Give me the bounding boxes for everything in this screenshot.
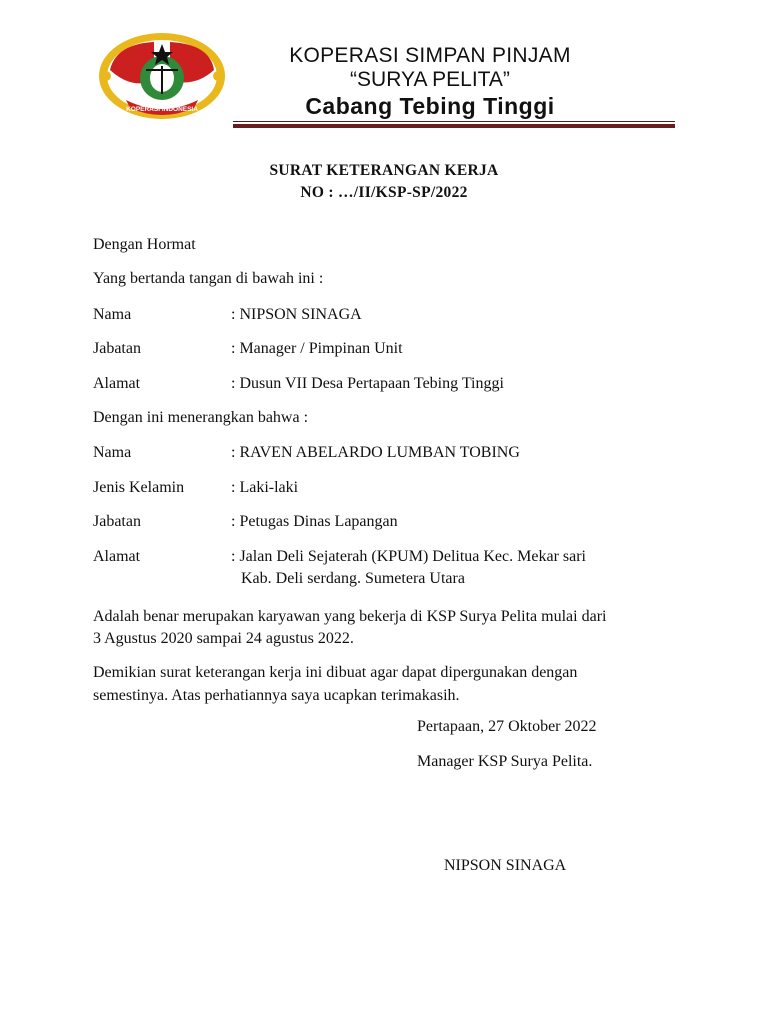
subject-address-value-line2: Kab. Deli serdang. Sumetera Utara <box>241 570 465 587</box>
header-rule-thick <box>233 124 675 128</box>
svg-text:KOPERASI INDONESIA: KOPERASI INDONESIA <box>126 106 198 113</box>
subject-address-value: : Jalan Deli Sejaterah (KPUM) Delitua Kec. Mekar sari <box>231 548 586 565</box>
document-number: NO : …/II/KSP-SP/2022 <box>300 184 468 201</box>
org-name-line1: KOPERASI SIMPAN PINJAM <box>289 44 571 67</box>
subject-name-value: : RAVEN ABELARDO LUMBAN TOBING <box>231 444 520 461</box>
place-date: Pertapaan, 27 Oktober 2022 <box>417 718 597 735</box>
intro-subject: Dengan ini menerangkan bahwa : <box>93 409 309 426</box>
signer-position-value: : Manager / Pimpinan Unit <box>231 340 403 357</box>
signer-name-label: Nama <box>93 306 132 323</box>
signer-title: Manager KSP Surya Pelita. <box>417 753 593 770</box>
header-rule-thin <box>233 121 675 122</box>
signer-position-label: Jabatan <box>93 340 141 357</box>
signer-signature-name: NIPSON SINAGA <box>444 857 567 874</box>
subject-gender-label: Jenis Kelamin <box>93 479 185 496</box>
document-title: SURAT KETERANGAN KERJA <box>269 162 499 179</box>
subject-gender-value: : Laki-laki <box>231 479 299 496</box>
closing-line1: Demikian surat keterangan kerja ini dibuat agar dapat dipergunakan dengan <box>93 664 578 681</box>
koperasi-logo <box>96 30 228 120</box>
subject-position-label: Jabatan <box>93 513 141 530</box>
subject-name-label: Nama <box>93 444 132 461</box>
org-branch: Cabang Tebing Tinggi <box>305 93 555 119</box>
intro-signer: Yang bertanda tangan di bawah ini : <box>93 270 324 287</box>
signer-address-label: Alamat <box>93 375 141 392</box>
closing-line2: semestinya. Atas perhatiannya saya ucapkan terimakasih. <box>93 687 460 704</box>
greeting: Dengan Hormat <box>93 236 196 253</box>
org-name-line2: “SURYA PELITA” <box>350 68 510 91</box>
subject-address-label: Alamat <box>93 548 141 565</box>
statement-line2: 3 Agustus 2020 sampai 24 agustus 2022. <box>93 630 354 647</box>
subject-position-value: : Petugas Dinas Lapangan <box>231 513 398 530</box>
statement-line1: Adalah benar merupakan karyawan yang bekerja di KSP Surya Pelita mulai dari <box>93 608 607 625</box>
signer-name-value: : NIPSON SINAGA <box>231 306 362 323</box>
signer-address-value: : Dusun VII Desa Pertapaan Tebing Tinggi <box>231 375 504 392</box>
